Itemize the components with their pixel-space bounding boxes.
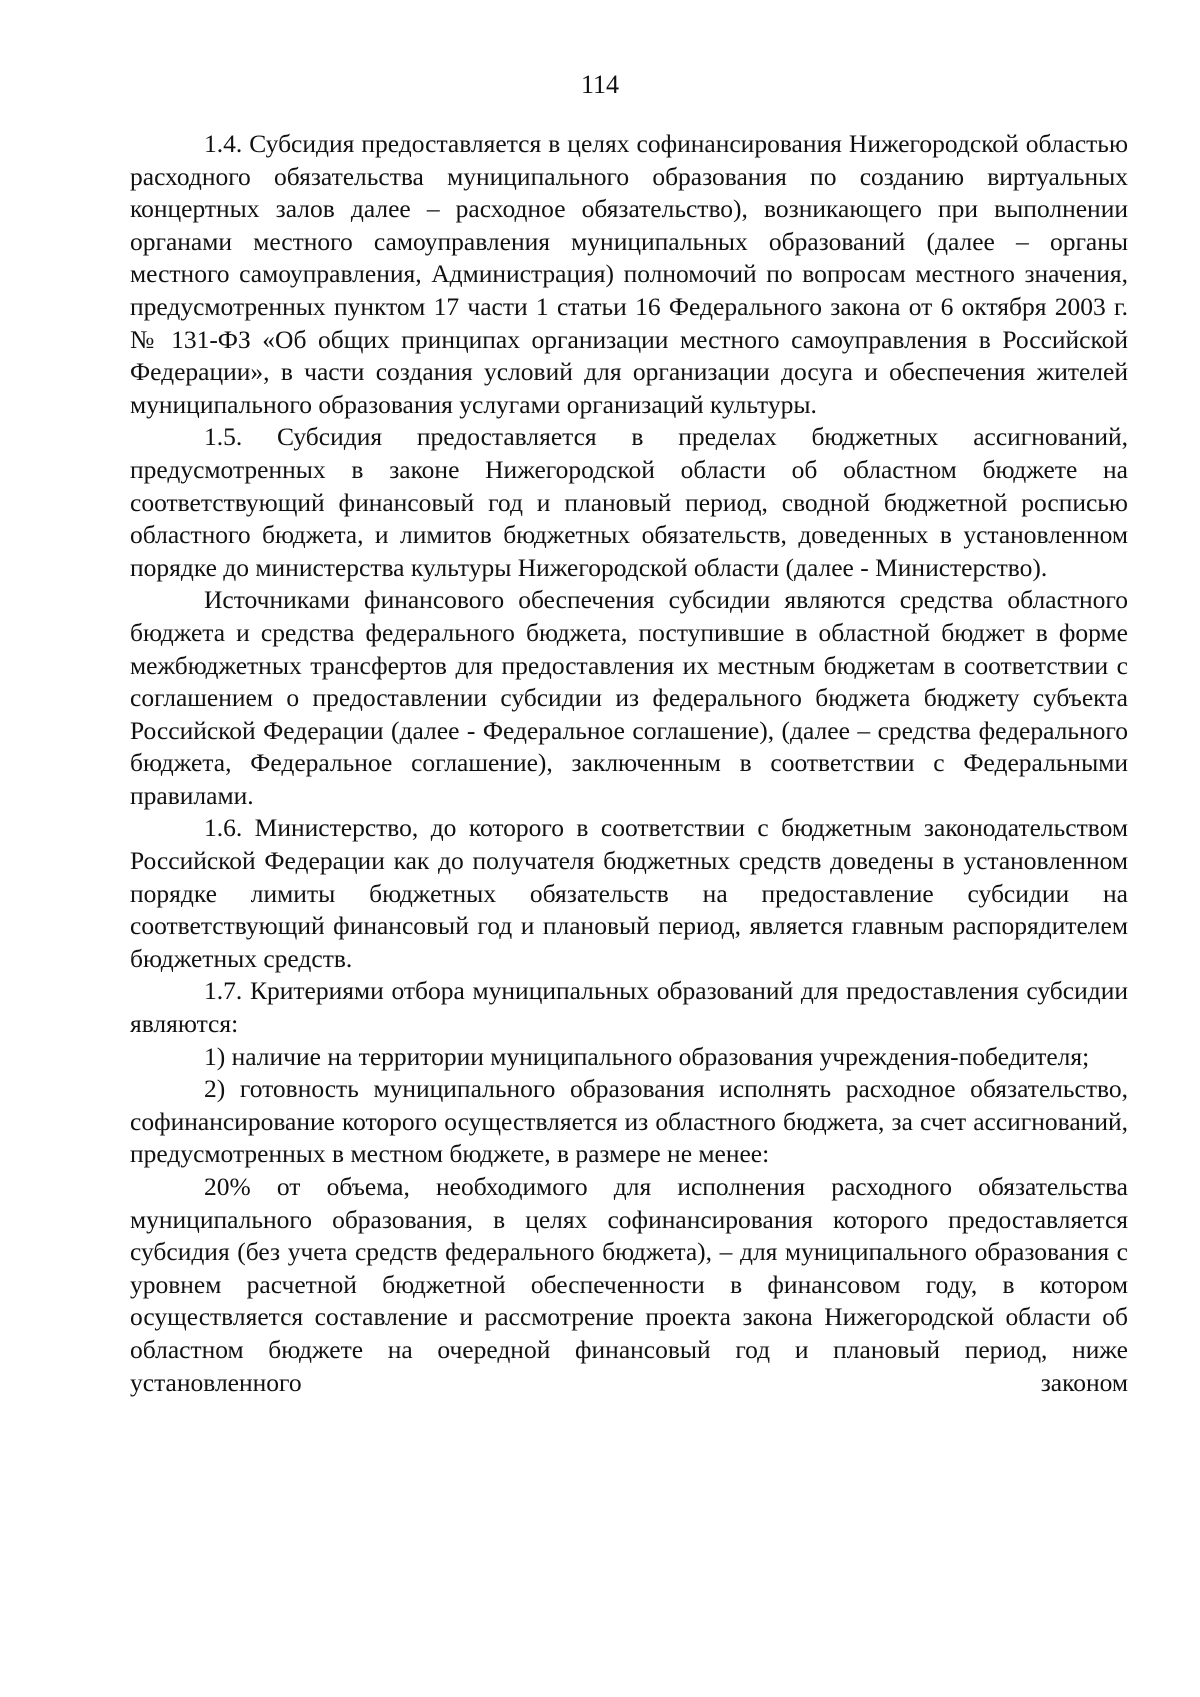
paragraph-1-5: 1.5. Субсидия предоставляется в пределах бюджетных ассигнований, предусмотренных в законе Нижегородской области об областном бюджете на соответствующий финансовый год и плановый период, сводной бюджетной росписью областного бюджета, и лимитов бюджетных обязательств, доведенных в установленном порядке до министерства культуры Нижегородской области (далее - Министерство). xyxy=(130,422,1128,582)
page-number: 114 xyxy=(580,70,620,99)
list-item-1: 1) наличие на территории муниципального образования учреждения-победителя; xyxy=(204,1041,1090,1071)
paragraph-1-4: 1.4. Субсидия предоставляется в целях софинансирования Нижегородской областью расходного обязательства муниципального образования по созданию виртуальных концертных залов далее – расходное обязательство), возникающего при выполнении органами местного самоуправления муниципальных образований (далее – органы местного самоуправления, Администрация) полномочий по вопросам местного значения, предусмотренных пунктом 17 части 1 статьи 16 Федерального закона от 6 октября 2003 г. № 131-ФЗ «Об общих принципах организации местного самоуправления в Российской Федерации», в части создания условий для организации досуга и обеспечения жителей муниципального образования услугами организаций культуры. xyxy=(130,129,1128,419)
paragraph-20-percent: 20% от объема, необходимого для исполнения расходного обязательства муниципального образования, в целях софинансирования которого предоставляется субсидия (без учета средств федерального бюджета), – для муниципального образования с уровнем расчетной бюджетной обеспеченности в финансовом году, в котором осуществляется составление и рассмотрение проекта закона Нижегородской области об областном бюджете на очередной финансовый год и плановый период, ниже установленного законом xyxy=(130,1172,1128,1397)
paragraph-funding-sources: Источниками финансового обеспечения субсидии являются средства областного бюджета и средства федерального бюджета, поступившие в областной бюджет в форме межбюджетных трансфертов для предоставления их местным бюджетам в соответствии с соглашением о предоставлении субсидии из федерального бюджета бюджету субъекта Российской Федерации (далее - Федеральное соглашение), (далее – средства федерального бюджета, Федеральное соглашение), заключенным в соответствии с Федеральными правилами. xyxy=(130,585,1128,810)
list-item-2: 2) готовность муниципального образования исполнять расходное обязательство, софинансирование которого осуществляется из областного бюджета, за счет ассигнований, предусмотренных в местном бюджете, в размере не менее: xyxy=(130,1074,1128,1169)
paragraph-1-7: 1.7. Критериями отбора муниципальных образований для предоставления субсидии являются: xyxy=(130,976,1128,1039)
paragraph-1-6: 1.6. Министерство, до которого в соответствии с бюджетным законодательством Российской Федерации как до получателя бюджетных средств доведены в установленном порядке лимиты бюджетных обязательств на предоставление субсидии на соответствующий финансовый год и плановый период, является главным распорядителем бюджетных средств. xyxy=(130,813,1128,973)
document-body xyxy=(130,128,1128,1399)
